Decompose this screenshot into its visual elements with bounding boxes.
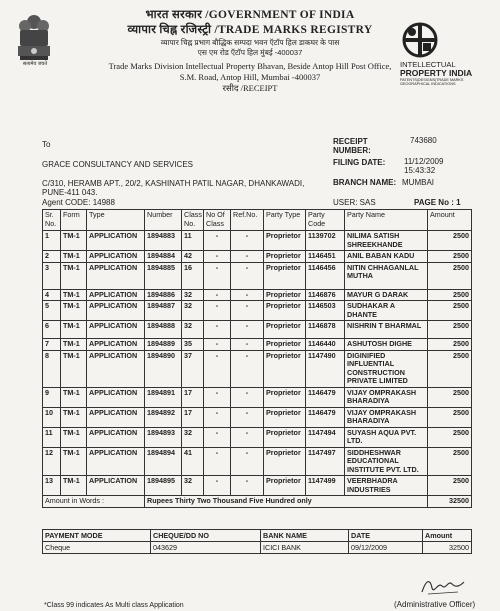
header-address-1: Trade Marks Division Intellectual Property Bhavan, Beside Antop Hill Post Office, [108, 61, 392, 71]
col-class-no: Class No. [182, 210, 204, 231]
cell-party-name: DIGINIFIED INFLUENTIAL CONSTRUCTION PRIVATE LIMITED [345, 350, 428, 387]
col-date: DATE [349, 530, 423, 542]
to-label: To [42, 140, 51, 149]
col-cheque-dd-no: CHEQUE/DD NO [151, 530, 261, 542]
cell-type: APPLICATION [87, 339, 145, 351]
cell-sr-no: 4 [43, 289, 61, 301]
cell-sr-no: 12 [43, 447, 61, 476]
cell-form: TM-1 [61, 321, 87, 339]
cell-party-code: 1147497 [306, 447, 345, 476]
cell-party-code: 1139702 [306, 231, 345, 251]
cell-party-name: ASHUTOSH DIGHE [345, 339, 428, 351]
cell-amount: 2500 [428, 476, 472, 496]
cell-no-of-class: - [204, 447, 231, 476]
emblem-caption: सत्यमेव जयते [22, 61, 48, 67]
cell-party-type: Proprietor [264, 407, 306, 427]
cell-class-no: 42 [182, 251, 204, 263]
cell-application-number: 1894889 [145, 339, 182, 351]
cell-sr-no: 13 [43, 476, 61, 496]
cell-amount: 2500 [428, 350, 472, 387]
col-party-code: Party Code [306, 210, 345, 231]
cell-type: APPLICATION [87, 407, 145, 427]
cell-form: TM-1 [61, 262, 87, 289]
cell-ref-no: - [231, 301, 264, 321]
col-amount: Amount [428, 210, 472, 231]
cell-form: TM-1 [61, 387, 87, 407]
cell-ref-no: - [231, 321, 264, 339]
cell-ref-no: - [231, 231, 264, 251]
cell-party-type: Proprietor [264, 231, 306, 251]
user-id: USER: SAS [333, 198, 376, 207]
cell-no-of-class: - [204, 407, 231, 427]
amount-words: Rupees Thirty Two Thousand Five Hundred only [145, 496, 428, 508]
cell-party-name: MAYUR G DARAK [345, 289, 428, 301]
cell-sr-no: 2 [43, 251, 61, 263]
cell-sr-no: 5 [43, 301, 61, 321]
cell-party-name: VIJAY OMPRAKASH BHARADIYA [345, 387, 428, 407]
ip-india-logo-line3: PATENTS|DESIGNS|TRADE MARKS GEOGRAPHICAL INDICATIONS [400, 78, 464, 87]
cell-application-number: 1894884 [145, 251, 182, 263]
cell-amount: 2500 [428, 262, 472, 289]
cell-form: TM-1 [61, 350, 87, 387]
cell-sr-no: 3 [43, 262, 61, 289]
cell-party-type: Proprietor [264, 339, 306, 351]
cell-type: APPLICATION [87, 476, 145, 496]
cell-party-code: 1147499 [306, 476, 345, 496]
table-header-row [43, 210, 472, 231]
cell-no-of-class: - [204, 476, 231, 496]
cell-form: TM-1 [61, 289, 87, 301]
cell-party-code: 1146878 [306, 321, 345, 339]
cell-type: APPLICATION [87, 447, 145, 476]
cell-party-type: Proprietor [264, 350, 306, 387]
cell-party-type: Proprietor [264, 251, 306, 263]
cell-amount: 2500 [428, 339, 472, 351]
cell-application-number: 1894887 [145, 301, 182, 321]
cell-class-no: 41 [182, 447, 204, 476]
cell-amount: 2500 [428, 387, 472, 407]
cell-ref-no: - [231, 447, 264, 476]
applications-table [42, 209, 472, 508]
cell-ref-no: - [231, 427, 264, 447]
cell-type: APPLICATION [87, 289, 145, 301]
cell-application-number: 1894894 [145, 447, 182, 476]
cell-amount: 2500 [428, 427, 472, 447]
cell-ref-no: - [231, 476, 264, 496]
cell-sr-no: 1 [43, 231, 61, 251]
col-bank-name: BANK NAME [261, 530, 349, 542]
header-address-2: S.M. Road, Antop Hill, Mumbai -400037 [179, 72, 321, 82]
col-party-type: Party Type [264, 210, 306, 231]
cell-form: TM-1 [61, 339, 87, 351]
cell-ref-no: - [231, 262, 264, 289]
cell-form: TM-1 [61, 231, 87, 251]
cell-application-number: 1894892 [145, 407, 182, 427]
filing-date-label: FILING DATE: [333, 158, 386, 167]
table-row [43, 350, 472, 387]
cell-type: APPLICATION [87, 350, 145, 387]
cell-party-name: NISHRIN T BHARMAL [345, 321, 428, 339]
cell-party-code: 1146479 [306, 407, 345, 427]
payment-table [42, 529, 472, 554]
multi-class-note: *Class 99 indicates As Multi class Application [44, 602, 184, 609]
branch-name: MUMBAI [402, 178, 434, 187]
cell-sr-no: 6 [43, 321, 61, 339]
cell-type: APPLICATION [87, 427, 145, 447]
cell-party-code: 1146456 [306, 262, 345, 289]
cell-party-name: SUYASH AQUA PVT. LTD. [345, 427, 428, 447]
cell-party-type: Proprietor [264, 262, 306, 289]
payment-row [43, 542, 472, 554]
cell-no-of-class: - [204, 321, 231, 339]
cell-application-number: 1894883 [145, 231, 182, 251]
cheque-number: 043629 [151, 542, 261, 554]
receipt-number: 743680 [410, 136, 437, 145]
ip-india-logo-line1: INTELLECTUAL [400, 60, 456, 69]
cell-party-code: 1146876 [306, 289, 345, 301]
cell-party-name: SUDHAKAR A DHANTE [345, 301, 428, 321]
col-number: Number [145, 210, 182, 231]
cell-ref-no: - [231, 251, 264, 263]
payment-mode: Cheque [43, 542, 151, 554]
cell-amount: 2500 [428, 321, 472, 339]
cell-form: TM-1 [61, 301, 87, 321]
cell-sr-no: 9 [43, 387, 61, 407]
col-no-of-class: No Of Class [204, 210, 231, 231]
cell-class-no: 11 [182, 231, 204, 251]
cell-party-code: 1147494 [306, 427, 345, 447]
cell-no-of-class: - [204, 427, 231, 447]
cell-form: TM-1 [61, 407, 87, 427]
col-ref-no: Ref.No. [231, 210, 264, 231]
cell-ref-no: - [231, 350, 264, 387]
cell-party-code: 1146479 [306, 387, 345, 407]
table-row [43, 339, 472, 351]
cell-party-type: Proprietor [264, 321, 306, 339]
header-address-hindi-2: एस एम रोड ऍटॉप हिल मुंबई -400037 [197, 48, 303, 57]
cell-sr-no: 7 [43, 339, 61, 351]
cell-party-type: Proprietor [264, 387, 306, 407]
table-row [43, 447, 472, 476]
header-gov-title: भारत सरकार /GOVERNMENT OF INDIA [145, 9, 355, 21]
amount-words-row [43, 496, 472, 508]
cell-class-no: 17 [182, 407, 204, 427]
cell-amount: 2500 [428, 301, 472, 321]
table-row [43, 407, 472, 427]
consignee-name: GRACE CONSULTANCY AND SERVICES [42, 160, 193, 169]
cell-class-no: 32 [182, 321, 204, 339]
col-form: Form [61, 210, 87, 231]
payment-date: 09/12/2009 [349, 542, 423, 554]
filing-time: 15:43:32 [404, 166, 436, 175]
ip-india-logo-line2: PROPERTY INDIA [400, 68, 473, 78]
cell-party-name: VEERBHADRA INDUSTRIES [345, 476, 428, 496]
table-row [43, 321, 472, 339]
cell-party-type: Proprietor [264, 301, 306, 321]
cell-type: APPLICATION [87, 231, 145, 251]
payment-header-row [43, 530, 472, 542]
cell-application-number: 1894895 [145, 476, 182, 496]
cell-amount: 2500 [428, 231, 472, 251]
filing-date: 11/12/2009 [404, 157, 444, 166]
consignee-address: C/310, HERAMB APT., 20/2, KASHINATH PATIL NAGAR, DHANKAWADI, PUNE-411 043. [42, 179, 305, 197]
table-row [43, 476, 472, 496]
cell-party-name: SIDDHESHWAR EDUCATIONAL INSTITUTE PVT. LTD. [345, 447, 428, 476]
cell-ref-no: - [231, 289, 264, 301]
cell-party-type: Proprietor [264, 427, 306, 447]
cell-no-of-class: - [204, 339, 231, 351]
cell-amount: 2500 [428, 447, 472, 476]
agent-code: Agent CODE: 14988 [42, 198, 115, 207]
table-row [43, 262, 472, 289]
col-party-name: Party Name [345, 210, 428, 231]
cell-type: APPLICATION [87, 321, 145, 339]
table-row [43, 231, 472, 251]
cell-party-type: Proprietor [264, 447, 306, 476]
cell-party-name: NITIN CHHAGANLAL MUTHA [345, 262, 428, 289]
cell-form: TM-1 [61, 251, 87, 263]
cell-type: APPLICATION [87, 387, 145, 407]
cell-class-no: 32 [182, 427, 204, 447]
cell-party-code: 1146503 [306, 301, 345, 321]
cell-amount: 2500 [428, 407, 472, 427]
table-row [43, 251, 472, 263]
cell-party-type: Proprietor [264, 289, 306, 301]
cell-application-number: 1894886 [145, 289, 182, 301]
receipt-number-label: RECEIPT NUMBER: [333, 137, 371, 155]
cell-party-name: NILIMA SATISH SHREEKHANDE [345, 231, 428, 251]
cell-type: APPLICATION [87, 262, 145, 289]
col-payment-amount: Amount [423, 530, 472, 542]
cell-application-number: 1894885 [145, 262, 182, 289]
cell-form: TM-1 [61, 427, 87, 447]
cell-no-of-class: - [204, 262, 231, 289]
bank-name: ICICI BANK [261, 542, 349, 554]
cell-no-of-class: - [204, 350, 231, 387]
cell-ref-no: - [231, 407, 264, 427]
cell-class-no: 32 [182, 301, 204, 321]
header-receipt-title: रसीद /RECEIPT [222, 83, 278, 93]
table-row [43, 289, 472, 301]
header-address-hindi-1: व्यापार चिह्न प्रभाग बौद्धिक सम्पदा भवन ऍटॉप हिल डाकघर के पास [160, 38, 340, 47]
cell-class-no: 17 [182, 387, 204, 407]
cell-no-of-class: - [204, 289, 231, 301]
cell-party-name: ANIL BABAN KADU [345, 251, 428, 263]
cell-class-no: 32 [182, 289, 204, 301]
cell-party-name: VIJAY OMPRAKASH BHARADIYA [345, 407, 428, 427]
cell-sr-no: 8 [43, 350, 61, 387]
cell-sr-no: 10 [43, 407, 61, 427]
col-sr-no: Sr. No. [43, 210, 61, 231]
branch-name-label: BRANCH NAME: [333, 178, 397, 187]
cell-application-number: 1894893 [145, 427, 182, 447]
cell-application-number: 1894888 [145, 321, 182, 339]
cell-type: APPLICATION [87, 301, 145, 321]
cell-form: TM-1 [61, 476, 87, 496]
cell-class-no: 16 [182, 262, 204, 289]
cell-no-of-class: - [204, 231, 231, 251]
col-payment-mode: PAYMENT MODE [43, 530, 151, 542]
cell-no-of-class: - [204, 301, 231, 321]
total-amount: 32500 [428, 496, 472, 508]
cell-party-code: 1146440 [306, 339, 345, 351]
officer-signature [418, 574, 466, 598]
cell-no-of-class: - [204, 251, 231, 263]
cell-ref-no: - [231, 387, 264, 407]
cell-application-number: 1894891 [145, 387, 182, 407]
cell-party-code: 1147490 [306, 350, 345, 387]
payment-amount: 32500 [423, 542, 472, 554]
cell-amount: 2500 [428, 289, 472, 301]
cell-no-of-class: - [204, 387, 231, 407]
table-row [43, 301, 472, 321]
cell-amount: 2500 [428, 251, 472, 263]
amount-words-label: Amount in Words : [43, 496, 145, 508]
page-number: PAGE No : 1 [414, 198, 461, 207]
cell-class-no: 37 [182, 350, 204, 387]
cell-class-no: 35 [182, 339, 204, 351]
administrative-officer-label: (Administrative Officer) [394, 600, 476, 609]
cell-form: TM-1 [61, 447, 87, 476]
cell-party-code: 1146451 [306, 251, 345, 263]
header-registry-title: व्यापार चिह्न रजिस्ट्री /TRADE MARKS REGISTRY [127, 24, 373, 36]
cell-type: APPLICATION [87, 251, 145, 263]
col-type: Type [87, 210, 145, 231]
table-row [43, 427, 472, 447]
cell-class-no: 32 [182, 476, 204, 496]
cell-sr-no: 11 [43, 427, 61, 447]
ip-india-logo-icon [402, 22, 438, 58]
cell-ref-no: - [231, 339, 264, 351]
table-row [43, 387, 472, 407]
cell-party-type: Proprietor [264, 476, 306, 496]
cell-application-number: 1894890 [145, 350, 182, 387]
